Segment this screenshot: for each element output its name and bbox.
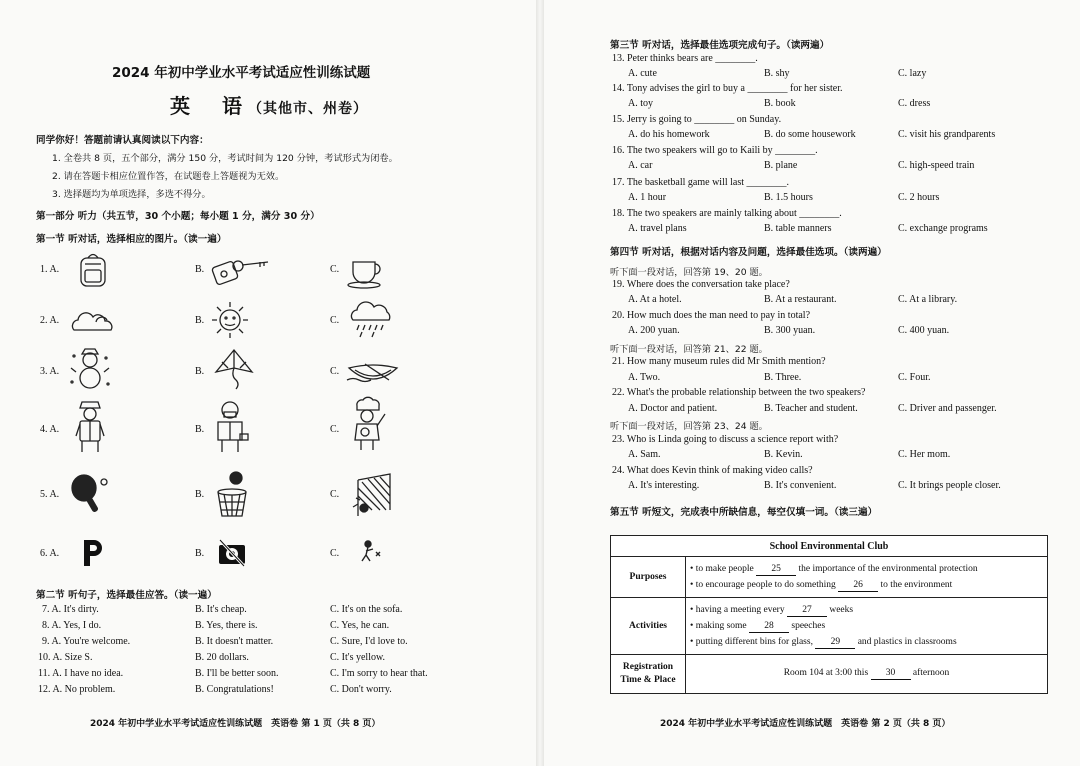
subject-name: 英 语 xyxy=(170,94,248,118)
club-info-table xyxy=(610,535,1048,694)
q24-stem: 24. What does Kevin think of making video calls? xyxy=(612,465,813,476)
activities-label: Activities xyxy=(611,598,686,655)
q22-option-b: B. Teacher and student. xyxy=(764,403,858,414)
page1-footer: 2024 年初中学业水平考试适应性训练试题 英语卷 第 1 页（共 8 页） xyxy=(90,719,381,729)
sunny-icon xyxy=(208,298,252,340)
q1-label: 1. A. xyxy=(40,264,60,275)
q13-option-a: A. cute xyxy=(628,68,657,79)
q21-option-c: C. Four. xyxy=(898,372,931,383)
q16-stem: 16. The two speakers will go to Kaili by ________. xyxy=(612,145,818,156)
registration-rest: afternoon xyxy=(912,668,950,678)
q19-stem: 19. Where does the conversation take place? xyxy=(612,279,790,290)
q5-b-label: B. xyxy=(195,489,205,500)
q8-option-c: C. Yes, he can. xyxy=(330,620,390,631)
q3-label: 3. A. xyxy=(40,366,60,377)
no-photo-sign-icon xyxy=(216,538,248,568)
table-title: School Environmental Club xyxy=(611,536,1048,557)
q5-c-label: C. xyxy=(330,489,340,500)
activity-1-text: • having a meeting every xyxy=(690,605,785,615)
q23-option-c: C. Her mom. xyxy=(898,449,951,460)
q3-c-label: C. xyxy=(330,366,340,377)
q13-option-c: C. lazy xyxy=(898,68,927,79)
q13-option-b: B. shy xyxy=(764,68,790,79)
instruction-3: 3. 选择题均为单项选择，多选不得分。 xyxy=(52,189,211,200)
listen-21-22: 听下面一段对话，回答第 21、22 题。 xyxy=(610,344,768,355)
subject-subtitle: （其他市、州卷） xyxy=(248,101,368,117)
q18-option-c: C. exchange programs xyxy=(898,223,988,234)
instruction-2: 2. 请在答题卡相应位置作答，在试题卷上答题视为无效。 xyxy=(52,171,285,182)
blank-29[interactable]: 29 xyxy=(815,637,855,649)
q1-c-label: C. xyxy=(330,264,340,275)
q16-option-a: A. car xyxy=(628,160,653,171)
activity-2 xyxy=(690,618,1043,634)
q18-option-a: A. travel plans xyxy=(628,223,687,234)
basketball-icon xyxy=(210,470,254,522)
q5-label: 5. A. xyxy=(40,489,60,500)
q6-label: 6. A. xyxy=(40,548,60,559)
q2-label: 2. A. xyxy=(40,315,60,326)
q19-option-c: C. At a library. xyxy=(898,294,958,305)
boat-icon xyxy=(345,350,401,392)
q23-option-b: B. Kevin. xyxy=(764,449,803,460)
q11-option-c: C. I'm sorry to hear that. xyxy=(330,668,428,679)
doctor-icon xyxy=(208,398,252,454)
q21-option-a: A. Two. xyxy=(628,372,661,383)
policeman-icon xyxy=(68,400,112,454)
q10-option-a: 10. A. Size S. xyxy=(38,652,93,663)
q6-b-label: B. xyxy=(195,548,205,559)
q17-stem: 17. The basketball game will last ________. xyxy=(612,177,790,188)
q10-option-b: B. 20 dollars. xyxy=(195,652,249,663)
q22-option-c: C. Driver and passenger. xyxy=(898,403,997,414)
purposes-label: Purposes xyxy=(611,557,686,598)
q16-option-b: B. plane xyxy=(764,160,798,171)
parking-sign-icon xyxy=(78,536,108,568)
table-tennis-icon xyxy=(66,472,110,514)
q17-option-b: B. 1.5 hours xyxy=(764,192,813,203)
page-gutter xyxy=(536,0,544,766)
section5-heading: 第五节 听短文，完成表中所缺信息，每空仅填一词。（读三遍） xyxy=(610,507,878,518)
activity-3-rest: and plastics in classrooms xyxy=(857,637,957,647)
q7-option-b: B. It's cheap. xyxy=(195,604,247,615)
registration-cell xyxy=(686,655,1048,694)
q8-option-a: 8. A. Yes, I do. xyxy=(42,620,102,631)
q2-b-label: B. xyxy=(195,315,205,326)
intro-heading: 同学你好！答题前请认真阅读以下内容： xyxy=(36,135,209,146)
kite-icon xyxy=(212,348,256,390)
q4-c-label: C. xyxy=(330,424,340,435)
blank-25[interactable]: 25 xyxy=(756,564,796,576)
q4-b-label: B. xyxy=(195,424,205,435)
q10-option-c: C. It's yellow. xyxy=(330,652,386,663)
q17-option-c: C. 2 hours xyxy=(898,192,940,203)
purpose-2-rest: to the environment xyxy=(880,580,953,590)
registration-label xyxy=(611,655,686,694)
q11-option-b: B. I'll be better soon. xyxy=(195,668,279,679)
activity-3-text: • putting different bins for glass, xyxy=(690,637,813,647)
activity-2-text: • making some xyxy=(690,621,747,631)
rainy-icon xyxy=(345,298,397,340)
no-littering-sign-icon xyxy=(358,538,384,564)
q14-option-b: B. book xyxy=(764,98,796,109)
activity-1 xyxy=(690,602,1043,618)
q11-option-a: 11. A. I have no idea. xyxy=(38,668,124,679)
q14-option-c: C. dress xyxy=(898,98,931,109)
q23-option-a: A. Sam. xyxy=(628,449,661,460)
registration-label-line2: Time & Place xyxy=(620,675,676,685)
football-goal-icon xyxy=(350,470,394,522)
subject-title xyxy=(170,90,368,119)
q12-option-c: C. Don't worry. xyxy=(330,684,392,695)
part1-heading: 第一部分 听力（共五节，30 个小题；每小题 1 分，满分 30 分） xyxy=(36,211,320,222)
exam-title: 2024 年初中学业水平考试适应性训练试题 xyxy=(112,65,371,81)
teacup-icon xyxy=(345,250,389,292)
q14-option-a: A. toy xyxy=(628,98,653,109)
chef-icon xyxy=(345,396,389,452)
q23-stem: 23. Who is Linda going to discuss a science report with? xyxy=(612,434,839,445)
q15-option-a: A. do his homework xyxy=(628,129,710,140)
q18-stem: 18. The two speakers are mainly talking about ________. xyxy=(612,208,842,219)
purpose-2-text: • to encourage people to do something xyxy=(690,580,836,590)
q20-option-b: B. 300 yuan. xyxy=(764,325,816,336)
q21-option-b: B. Three. xyxy=(764,372,802,383)
q15-option-c: C. visit his grandparents xyxy=(898,129,996,140)
activity-1-rest: weeks xyxy=(829,605,854,615)
listen-23-24: 听下面一段对话，回答第 23、24 题。 xyxy=(610,421,768,432)
q15-option-b: B. do some housework xyxy=(764,129,856,140)
q9-option-b: B. It doesn't matter. xyxy=(195,636,274,647)
activity-2-rest: speeches xyxy=(791,621,826,631)
q16-option-c: C. high-speed train xyxy=(898,160,975,171)
keys-icon xyxy=(208,250,280,292)
q20-option-a: A. 200 yuan. xyxy=(628,325,680,336)
backpack-icon xyxy=(72,250,116,292)
q21-stem: 21. How many museum rules did Mr Smith mention? xyxy=(612,356,826,367)
q19-option-a: A. At a hotel. xyxy=(628,294,682,305)
blank-26[interactable]: 26 xyxy=(838,580,878,592)
registration-label-line1: Registration xyxy=(622,662,674,672)
q24-option-c: C. It brings people closer. xyxy=(898,480,1001,491)
q22-option-a: A. Doctor and patient. xyxy=(628,403,718,414)
section3-heading: 第三节 听对话，选择最佳选项完成句子。（读两遍） xyxy=(610,40,830,51)
q3-b-label: B. xyxy=(195,366,205,377)
purpose-1-rest: the importance of the environmental protection xyxy=(798,564,978,574)
q20-stem: 20. How much does the man need to pay in total? xyxy=(612,310,811,321)
q1-b-label: B. xyxy=(195,264,205,275)
section4-heading: 第四节 听对话，根据对话内容及问题，选择最佳选项。（读两遍） xyxy=(610,247,887,258)
q9-option-c: C. Sure, I'd love to. xyxy=(330,636,408,647)
q2-c-label: C. xyxy=(330,315,340,326)
section2-heading: 第二节 听句子，选择最佳应答。（读一遍） xyxy=(36,590,217,601)
page2-footer: 2024 年初中学业水平考试适应性训练试题 英语卷 第 2 页（共 8 页） xyxy=(660,719,951,729)
section1-heading: 第一节 听对话，选择相应的图片。（读一遍） xyxy=(36,234,227,245)
q19-option-b: B. At a restaurant. xyxy=(764,294,837,305)
q17-option-a: A. 1 hour xyxy=(628,192,667,203)
q6-c-label: C. xyxy=(330,548,340,559)
q18-option-b: B. table manners xyxy=(764,223,832,234)
q8-option-b: B. Yes, there is. xyxy=(195,620,258,631)
blank-28[interactable]: 28 xyxy=(749,621,789,633)
q9-option-a: 9. A. You're welcome. xyxy=(42,636,131,647)
activity-3 xyxy=(690,634,1043,650)
q24-option-a: A. It's interesting. xyxy=(628,480,700,491)
q4-label: 4. A. xyxy=(40,424,60,435)
q15-stem: 15. Jerry is going to ________ on Sunday. xyxy=(612,114,782,125)
q7-option-a: 7. A. It's dirty. xyxy=(42,604,99,615)
purposes-cell xyxy=(686,557,1048,598)
q22-stem: 22. What's the probable relationship between the two speakers? xyxy=(612,387,866,398)
q13-stem: 13. Peter thinks bears are ________. xyxy=(612,53,758,64)
registration-text: Room 104 at 3:00 this xyxy=(783,668,869,678)
q20-option-c: C. 400 yuan. xyxy=(898,325,950,336)
purpose-1 xyxy=(690,561,1043,577)
blank-30[interactable]: 30 xyxy=(871,668,911,680)
purpose-1-text: • to make people xyxy=(690,564,754,574)
cloudy-icon xyxy=(68,302,120,344)
q14-stem: 14. Tony advises the girl to buy a ________ for her sister. xyxy=(612,83,843,94)
instruction-1: 1. 全卷共 8 页，五个部分，满分 150 分，考试时间为 120 分钟，考试形式为闭卷。 xyxy=(52,153,398,164)
listen-19-20: 听下面一段对话，回答第 19、20 题。 xyxy=(610,267,768,278)
q12-option-a: 12. A. No problem. xyxy=(38,684,116,695)
q7-option-c: C. It's on the sofa. xyxy=(330,604,403,615)
blank-27[interactable]: 27 xyxy=(787,605,827,617)
activities-cell xyxy=(686,598,1048,655)
purpose-2 xyxy=(690,577,1043,593)
q12-option-b: B. Congratulations! xyxy=(195,684,274,695)
q24-option-b: B. It's convenient. xyxy=(764,480,837,491)
snowman-icon xyxy=(68,348,112,390)
